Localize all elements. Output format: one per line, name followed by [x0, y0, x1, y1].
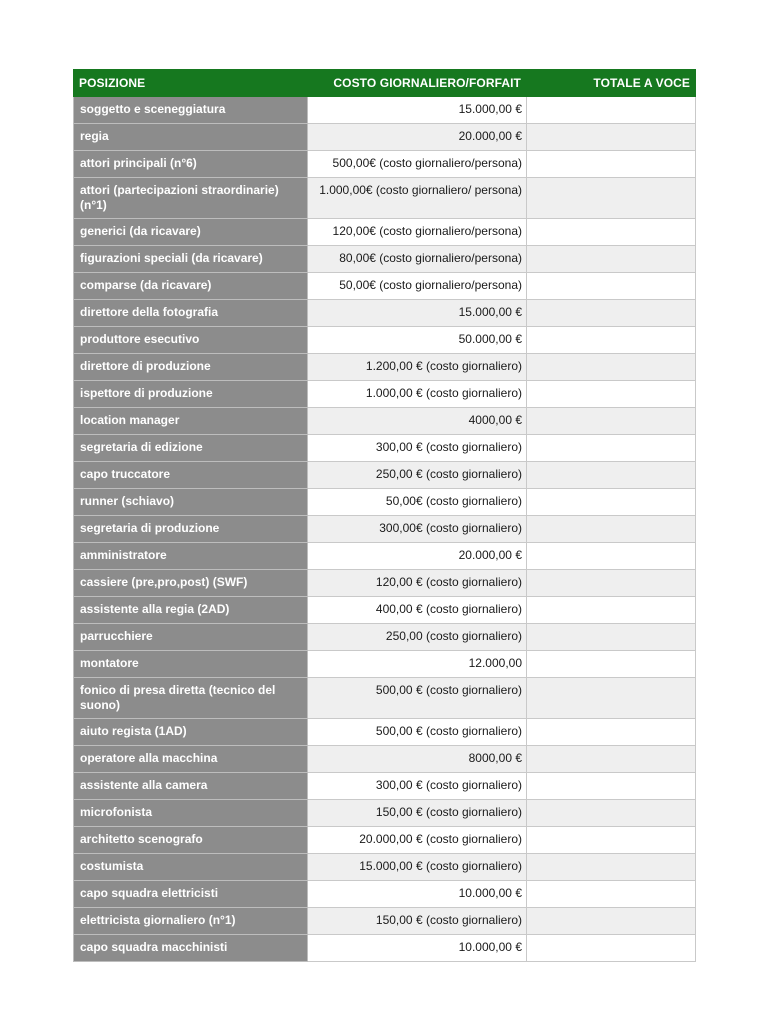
- table-row: [74, 300, 696, 327]
- table-row: [74, 219, 696, 246]
- cell-cost: 300,00 € (costo giornaliero): [308, 773, 527, 800]
- table-row: [74, 854, 696, 881]
- cell-total[interactable]: [527, 570, 696, 597]
- table-row: [74, 908, 696, 935]
- cell-position: microfonista: [74, 800, 308, 827]
- table-row: [74, 489, 696, 516]
- cell-total[interactable]: [527, 746, 696, 773]
- cell-cost: 120,00€ (costo giornaliero/persona): [308, 219, 527, 246]
- cell-cost: 50,00€ (costo giornaliero): [308, 489, 527, 516]
- cell-total[interactable]: [527, 597, 696, 624]
- table-row: [74, 543, 696, 570]
- cell-position: regia: [74, 124, 308, 151]
- cell-cost: 15.000,00 €: [308, 97, 527, 124]
- cell-cost: 20.000,00 €: [308, 124, 527, 151]
- cell-position: assistente alla camera: [74, 773, 308, 800]
- header-position: POSIZIONE: [74, 70, 308, 97]
- cell-total[interactable]: [527, 354, 696, 381]
- cell-position: capo squadra macchinisti: [74, 935, 308, 962]
- cell-position: soggetto e sceneggiatura: [74, 97, 308, 124]
- cell-cost: 250,00 € (costo giornaliero): [308, 462, 527, 489]
- cell-cost: 4000,00 €: [308, 408, 527, 435]
- table-body: [74, 97, 696, 962]
- cell-cost: 20.000,00 € (costo giornaliero): [308, 827, 527, 854]
- cell-cost: 50,00€ (costo giornaliero/persona): [308, 273, 527, 300]
- table-row: [74, 354, 696, 381]
- cell-position: montatore: [74, 651, 308, 678]
- table-row: [74, 719, 696, 746]
- cell-position: aiuto regista (1AD): [74, 719, 308, 746]
- cell-cost: 500,00 € (costo giornaliero): [308, 719, 527, 746]
- cell-position: capo truccatore: [74, 462, 308, 489]
- cell-position: assistente alla regia (2AD): [74, 597, 308, 624]
- table-row: [74, 151, 696, 178]
- cell-cost: 10.000,00 €: [308, 881, 527, 908]
- cell-cost: 300,00€ (costo giornaliero): [308, 516, 527, 543]
- cell-total[interactable]: [527, 381, 696, 408]
- cell-total[interactable]: [527, 935, 696, 962]
- cell-total[interactable]: [527, 435, 696, 462]
- table-row: [74, 408, 696, 435]
- cell-cost: 1.000,00 € (costo giornaliero): [308, 381, 527, 408]
- table-row: [74, 246, 696, 273]
- cell-position: parrucchiere: [74, 624, 308, 651]
- table-row: [74, 773, 696, 800]
- budget-table: [73, 69, 696, 962]
- cell-position: figurazioni speciali (da ricavare): [74, 246, 308, 273]
- table-row: [74, 462, 696, 489]
- cell-position: cassiere (pre,pro,post) (SWF): [74, 570, 308, 597]
- cell-cost: 80,00€ (costo giornaliero/persona): [308, 246, 527, 273]
- cell-position: elettricista giornaliero (n°1): [74, 908, 308, 935]
- cell-total[interactable]: [527, 408, 696, 435]
- cell-cost: 120,00 € (costo giornaliero): [308, 570, 527, 597]
- cell-cost: 300,00 € (costo giornaliero): [308, 435, 527, 462]
- cell-position: segretaria di edizione: [74, 435, 308, 462]
- cell-cost: 150,00 € (costo giornaliero): [308, 800, 527, 827]
- cell-position: produttore esecutivo: [74, 327, 308, 354]
- table-row: [74, 827, 696, 854]
- cell-total[interactable]: [527, 800, 696, 827]
- cell-cost: 15.000,00 €: [308, 300, 527, 327]
- table-row: [74, 597, 696, 624]
- cell-total[interactable]: [527, 719, 696, 746]
- cell-cost: 50.000,00 €: [308, 327, 527, 354]
- cell-total[interactable]: [527, 327, 696, 354]
- cell-position: attori (partecipazioni straordinarie) (n°1): [74, 178, 308, 219]
- table-row: [74, 435, 696, 462]
- cell-cost: 150,00 € (costo giornaliero): [308, 908, 527, 935]
- cell-position: amministratore: [74, 543, 308, 570]
- cell-total[interactable]: [527, 124, 696, 151]
- cell-cost: 8000,00 €: [308, 746, 527, 773]
- cell-position: generici (da ricavare): [74, 219, 308, 246]
- cell-position: comparse (da ricavare): [74, 273, 308, 300]
- cell-total[interactable]: [527, 908, 696, 935]
- table-row: [74, 178, 696, 219]
- table-row: [74, 124, 696, 151]
- cell-position: segretaria di produzione: [74, 516, 308, 543]
- cell-position: runner (schiavo): [74, 489, 308, 516]
- table-row: [74, 678, 696, 719]
- cell-position: costumista: [74, 854, 308, 881]
- cell-position: architetto scenografo: [74, 827, 308, 854]
- cell-total[interactable]: [527, 273, 696, 300]
- header-total: TOTALE A VOCE: [527, 70, 696, 97]
- cell-position: direttore di produzione: [74, 354, 308, 381]
- cell-cost: 1.000,00€ (costo giornaliero/ persona): [308, 178, 527, 219]
- cell-position: capo squadra elettricisti: [74, 881, 308, 908]
- cell-total[interactable]: [527, 97, 696, 124]
- table-row: [74, 570, 696, 597]
- cell-total[interactable]: [527, 651, 696, 678]
- cell-total[interactable]: [527, 219, 696, 246]
- table-row: [74, 935, 696, 962]
- cell-total[interactable]: [527, 854, 696, 881]
- table-row: [74, 651, 696, 678]
- cell-position: operatore alla macchina: [74, 746, 308, 773]
- cell-cost: 400,00 € (costo giornaliero): [308, 597, 527, 624]
- cell-total[interactable]: [527, 151, 696, 178]
- cell-total[interactable]: [527, 516, 696, 543]
- cell-cost: 500,00€ (costo giornaliero/persona): [308, 151, 527, 178]
- cell-total[interactable]: [527, 543, 696, 570]
- cell-position: fonico di presa diretta (tecnico del suono): [74, 678, 308, 719]
- cell-position: direttore della fotografia: [74, 300, 308, 327]
- table-row: [74, 381, 696, 408]
- cell-total[interactable]: [527, 300, 696, 327]
- cell-total[interactable]: [527, 827, 696, 854]
- table-row: [74, 273, 696, 300]
- cell-cost: 500,00 € (costo giornaliero): [308, 678, 527, 719]
- cell-total[interactable]: [527, 246, 696, 273]
- table-row: [74, 881, 696, 908]
- header-cost: COSTO GIORNALIERO/FORFAIT: [308, 70, 527, 97]
- table-row: [74, 800, 696, 827]
- cell-cost: 12.000,00: [308, 651, 527, 678]
- cell-position: ispettore di produzione: [74, 381, 308, 408]
- table-row: [74, 97, 696, 124]
- cell-cost: 15.000,00 € (costo giornaliero): [308, 854, 527, 881]
- cell-cost: 1.200,00 € (costo giornaliero): [308, 354, 527, 381]
- cell-total[interactable]: [527, 462, 696, 489]
- cell-cost: 10.000,00 €: [308, 935, 527, 962]
- table-row: [74, 327, 696, 354]
- cell-total[interactable]: [527, 678, 696, 719]
- cell-total[interactable]: [527, 178, 696, 219]
- table-row: [74, 624, 696, 651]
- cell-position: location manager: [74, 408, 308, 435]
- table-row: [74, 746, 696, 773]
- table-row: [74, 516, 696, 543]
- cell-total[interactable]: [527, 773, 696, 800]
- cell-total[interactable]: [527, 489, 696, 516]
- table-header-row: [74, 70, 696, 97]
- cell-total[interactable]: [527, 624, 696, 651]
- cell-cost: 20.000,00 €: [308, 543, 527, 570]
- cell-cost: 250,00 (costo giornaliero): [308, 624, 527, 651]
- cell-total[interactable]: [527, 881, 696, 908]
- cell-position: attori principali (n°6): [74, 151, 308, 178]
